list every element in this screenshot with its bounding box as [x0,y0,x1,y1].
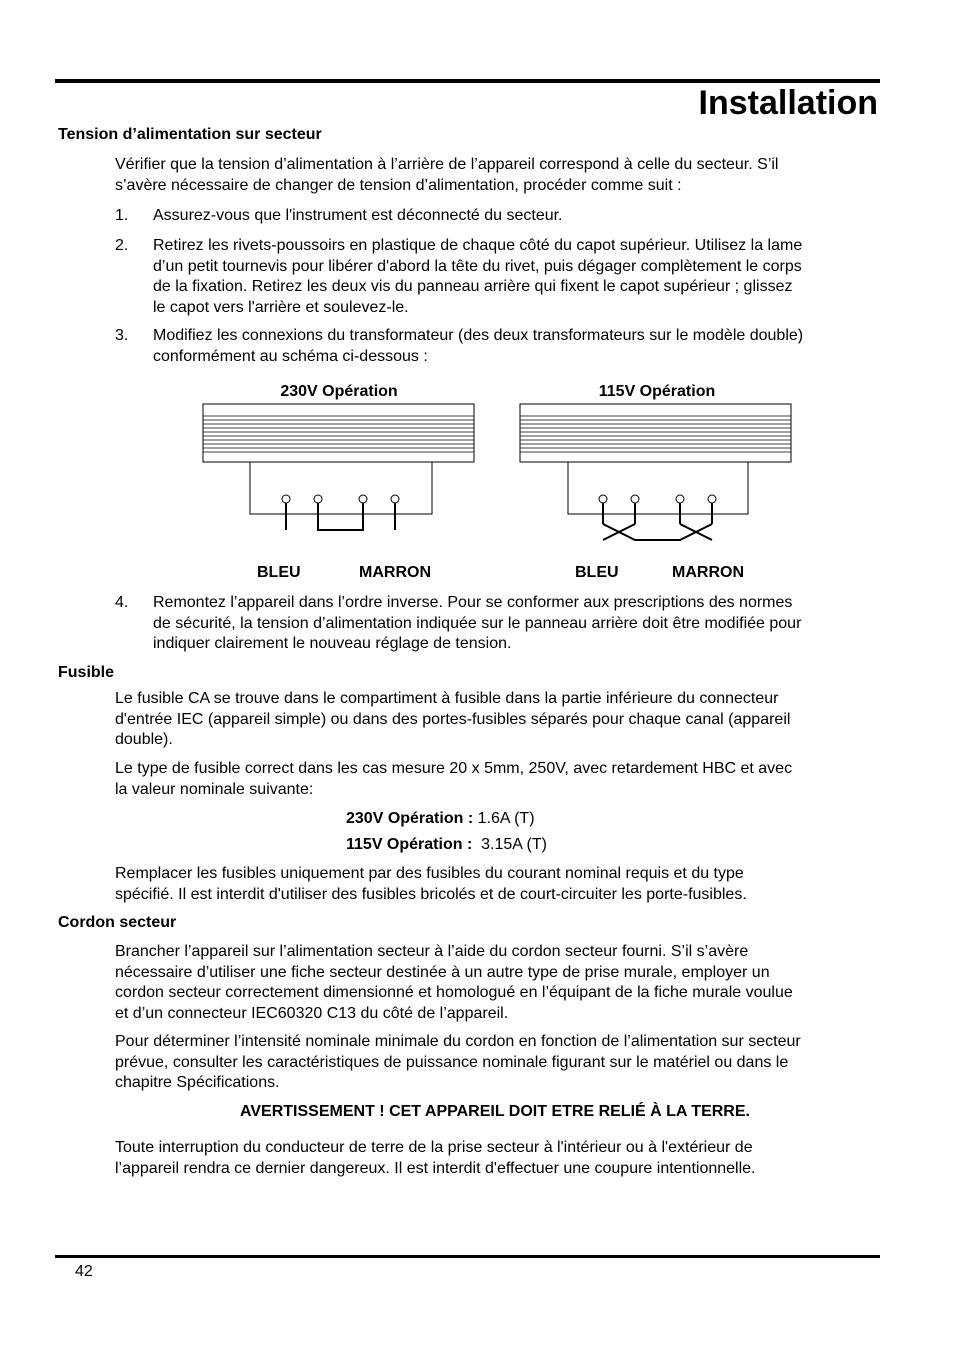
line: d’un petit tournevis pour libérer d'abord la tête du rivet, puis dégager complètement le corps [153,257,802,275]
line: Le fusible CA se trouve dans le compartiment à fusible dans la partie inférieure du connecteur [115,690,779,707]
step-number: 4. [115,594,129,611]
line: Brancher l’appareil sur l’alimentation secteur à l’aide du cordon secteur fourni. S’il s’avère [115,943,749,960]
transformer-230v-diagram [200,402,480,547]
rating-value: 1.6A (T) [477,810,535,827]
line: prévue, consulter les caractéristiques de puissance nominale figurant sur le matériel ou dans le [115,1053,789,1071]
cord-paragraph [115,1138,875,1179]
line: le capot vers l'arrière et soulevez-le. [153,298,409,316]
line: cordon secteur correctement dimensionné et homologué en l’équipant de la fiche murale voulue [115,984,793,1001]
step-number: 3. [115,327,129,344]
section-heading-fuse: Fusible [58,664,115,681]
step-number: 1. [115,207,129,224]
header-rule [55,79,880,83]
wire-label-blue: BLEU [257,564,301,581]
step-text [153,326,878,367]
step-number: 2. [115,237,129,254]
cord-paragraph [115,942,875,1024]
section-heading-supply: Tension d’alimentation sur secteur [58,126,322,143]
page-number: 42 [75,1263,93,1280]
line: Modifiez les connexions du transformateur (des deux transformateurs sur le modèle double) [153,327,804,344]
line: s’avère nécessaire de changer de tension d’alimentation, procéder comme suit : [115,176,682,194]
line: Vérifier que la tension d’alimentation à l’arrière de l’appareil correspond à celle du secteur. S’il [115,156,779,173]
line: Remontez l’appareil dans l’ordre inverse. Pour se conformer aux prescriptions des normes [153,594,793,611]
line: nécessaire d’utiliser une fiche secteur destinée à un autre type de prise murale, employer un [115,963,770,981]
step-text [153,206,878,227]
line: conformément au schéma ci-dessous : [153,347,428,365]
wire-label-blue: BLEU [575,564,619,581]
line: Assurez-vous que l'instrument est déconnecté du secteur. [153,207,563,224]
line: la valeur nominale suivante: [115,780,314,798]
line: Remplacer les fusibles uniquement par des fusibles du courant nominal requis et du type [115,865,744,882]
transformer-115v-diagram [517,402,797,547]
cord-paragraph [115,1032,875,1094]
fuse-paragraph [115,759,875,800]
wire-label-brown: MARRON [672,564,744,581]
line: Le type de fusible correct dans les cas mesure 20 x 5mm, 250V, avec retardement HBC et avec [115,760,793,777]
fuse-rating-230v [346,810,535,828]
line: de sécurité, la tension d’alimentation indiquée sur le panneau arrière doit être modifiée pour [153,614,802,632]
fuse-paragraph [115,689,875,751]
line: Toute interruption du conducteur de terre de la prise secteur à l'intérieur ou à l'extérieur de [115,1139,753,1156]
fuse-paragraph [115,864,875,905]
line: spécifié. Il est interdit d'utiliser des fusibles bricolés et de court-circuiter les porte-fusibles. [115,885,747,903]
fuse-rating-115v [346,836,547,854]
diagram-230v-title: 230V Opération [280,383,398,400]
supply-intro [115,155,875,196]
line: indiquer clairement le nouveau réglage de tension. [153,635,512,652]
line: l’appareil rendra ce dernier dangereux. Il est interdit d'effectuer une coupure intentionnelle. [115,1159,756,1177]
line: de la fixation. Retirez les deux vis du panneau arrière qui fixent le capot supérieur ; glissez [153,278,793,295]
step-text [153,236,878,318]
footer-rule [55,1255,880,1258]
section-heading-cord: Cordon secteur [58,914,177,931]
rating-label: 230V Opération : [346,810,474,827]
line: d'entrée IEC (appareil simple) ou dans des portes-fusibles séparés pour chaque canal (appareil [115,710,791,728]
wire-label-brown: MARRON [359,564,431,581]
step-text [153,593,878,655]
rating-label: 115V Opération : [346,836,473,853]
diagram-115v-title: 115V Opération [598,383,716,400]
line: et d’un connecteur IEC60320 C13 du côté de l’appareil. [115,1004,509,1022]
rating-value: 3.15A (T) [481,836,547,853]
earth-warning: AVERTISSEMENT ! CET APPAREIL DOIT ETRE RELIÉ À LA TERRE. [240,1103,750,1120]
line: double). [115,731,173,748]
line: Pour déterminer l’intensité nominale minimale du cordon en fonction de l’alimentation sur secteur [115,1033,801,1050]
page-title: Installation [698,84,878,122]
line: Retirez les rivets-poussoirs en plastique de chaque côté du capot supérieur. Utilisez la lame [153,237,803,254]
line: chapitre Spécifications. [115,1074,280,1091]
